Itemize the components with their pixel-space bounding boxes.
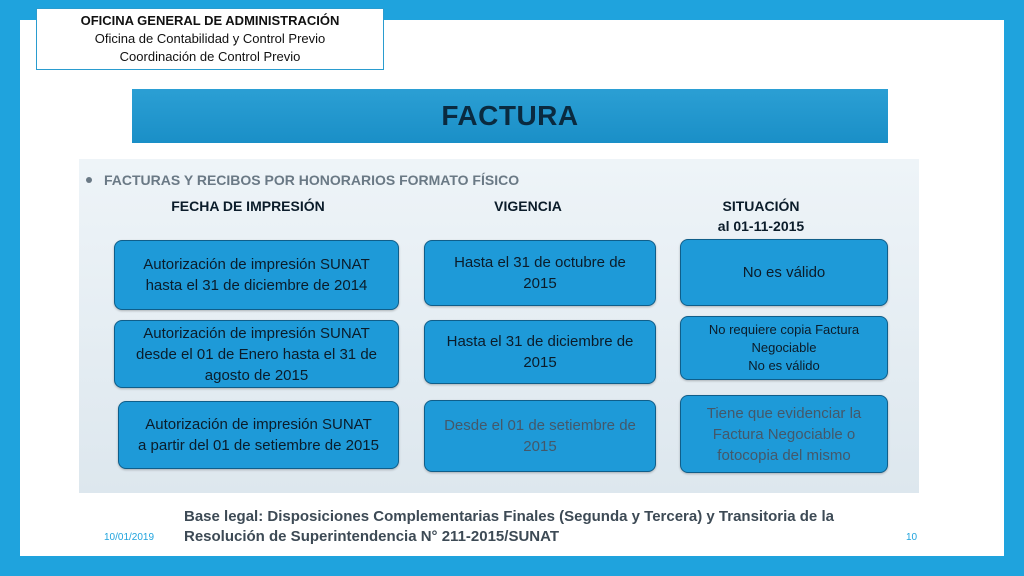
org-main-title: OFICINA GENERAL DE ADMINISTRACIÓN xyxy=(80,13,340,28)
vigencia-box-3 xyxy=(424,400,656,472)
situacion-label: SITUACIÓN xyxy=(722,198,800,214)
situacion-date: al 01-11-2015 xyxy=(717,218,805,234)
situacion-2-line-2: Negociable xyxy=(751,340,817,355)
fecha-box-3 xyxy=(118,401,399,469)
vigencia-1-line-2: 2015 xyxy=(523,275,557,292)
legal-line-1: Base legal: Disposiciones Complementarias Finales (Segunda y Tercera) y Transitoria de la xyxy=(184,508,834,525)
org-subtitle-1: Oficina de Contabilidad y Control Previo xyxy=(94,31,326,46)
situacion-box-3 xyxy=(680,395,888,473)
fecha-2-line-2: desde el 01 de Enero hasta el 31 de xyxy=(135,345,378,363)
vigencia-3-line-1: Desde el 01 de setiembre de xyxy=(444,417,636,434)
fecha-1-line-2: hasta el 31 de diciembre de 2014 xyxy=(145,277,368,294)
fecha-box-1 xyxy=(114,240,399,310)
legal-line-2: Resolución de Superintendencia N° 211-2015/SUNAT xyxy=(184,528,559,545)
situacion-2-line-1: No requiere copia Factura xyxy=(708,322,860,337)
situacion-box-2 xyxy=(680,316,888,380)
column-header-fecha: FECHA DE IMPRESIÓN xyxy=(171,198,325,214)
vigencia-2-line-2: 2015 xyxy=(523,354,557,371)
vigencia-box-1 xyxy=(424,240,656,306)
fecha-box-2 xyxy=(114,320,399,388)
fecha-1-line-1: Autorización de impresión SUNAT xyxy=(143,256,370,273)
column-header-situacion xyxy=(686,196,836,236)
fecha-2-line-3: agosto de 2015 xyxy=(204,366,309,384)
bullet-heading xyxy=(86,172,519,188)
footer-date: 10/01/2019 xyxy=(104,532,155,543)
situacion-box-1 xyxy=(680,239,888,306)
fecha-3-line-2: a partir del 01 de setiembre de 2015 xyxy=(138,437,379,454)
vigencia-box-2 xyxy=(424,320,656,384)
situacion-1-line-1: No es válido xyxy=(742,264,826,281)
situacion-3-line-2: Factura Negociable o xyxy=(712,425,856,443)
bullet-dot-icon xyxy=(86,177,92,183)
org-subtitle-2: Coordinación de Control Previo xyxy=(119,49,301,64)
legal-basis-text xyxy=(184,507,864,547)
title-bar xyxy=(132,89,888,143)
vigencia-3-line-2: 2015 xyxy=(523,438,557,455)
fecha-3-line-1: Autorización de impresión SUNAT xyxy=(145,416,372,433)
organization-header xyxy=(36,8,384,70)
column-header-vigencia: VIGENCIA xyxy=(494,198,562,214)
situacion-2-line-3: No es válido xyxy=(748,358,820,373)
page-title: FACTURA xyxy=(441,100,579,131)
fecha-2-line-1: Autorización de impresión SUNAT xyxy=(143,324,370,342)
bullet-text: FACTURAS Y RECIBOS POR HONORARIOS FORMATO FÍSICO xyxy=(104,172,520,188)
situacion-3-line-1: Tiene que evidenciar la xyxy=(706,404,862,422)
page-number: 10 xyxy=(906,532,918,543)
situacion-3-line-3: fotocopia del mismo xyxy=(717,446,851,464)
vigencia-2-line-1: Hasta el 31 de diciembre de xyxy=(446,333,634,350)
vigencia-1-line-1: Hasta el 31 de octubre de xyxy=(454,254,626,271)
